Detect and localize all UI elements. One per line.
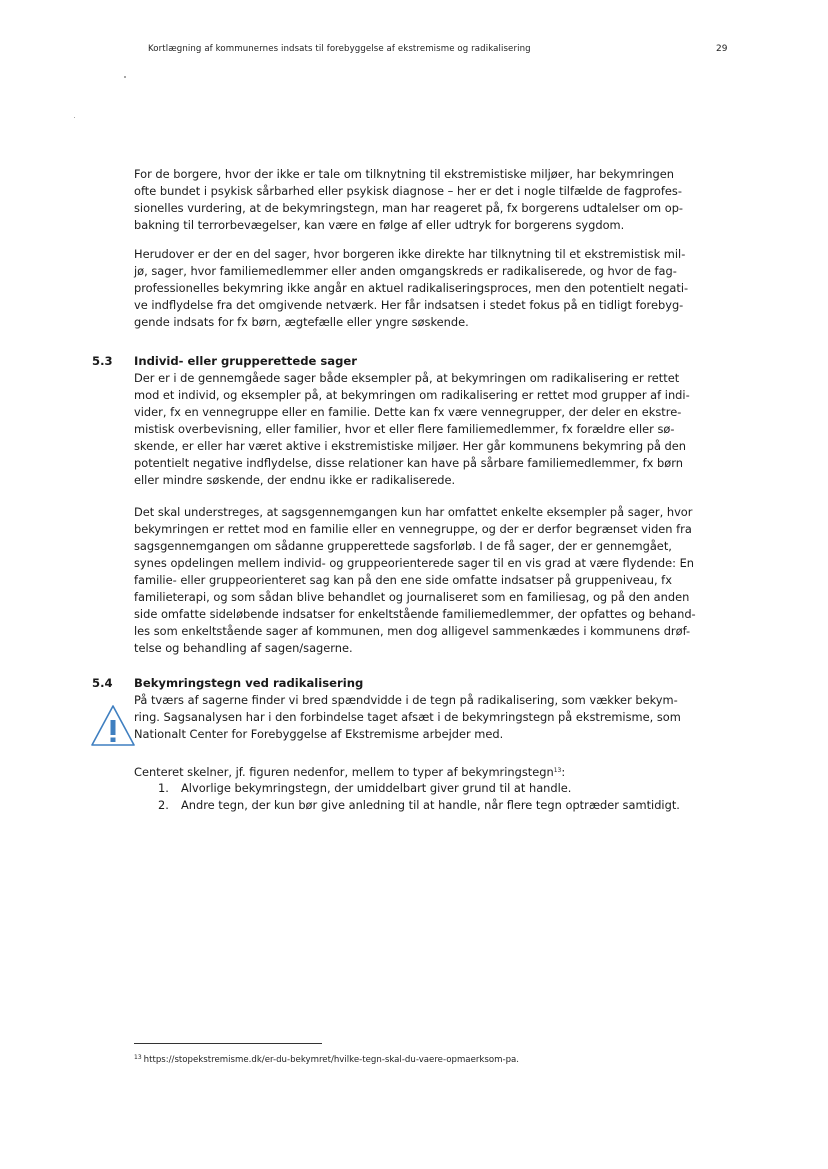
text-line: telse og behandling af sagen/sagerne. xyxy=(134,641,353,655)
text-line: mistisk overbevisning, eller familier, hvor et eller flere familiemedlemmer, fx forældre eller sø- xyxy=(134,422,675,436)
footnote-link[interactable]: https://stopekstremisme.dk/er-du-bekymret/hvilke-tegn-skal-du-vaere-opmaerksom-pa. xyxy=(143,1055,520,1065)
list-item: Alvorlige bekymringstegn, der umiddelbart giver grund til at handle. xyxy=(181,781,572,795)
section-number: 5.4 xyxy=(92,676,113,690)
running-header: Kortlægning af kommunernes indsats til forebyggelse af ekstremisme og radikalisering xyxy=(148,44,531,54)
text-line: bekymringen er rettet mod en familie eller en vennegruppe, og der er derfor begrænset viden fra xyxy=(134,522,692,536)
text-line: ring. Sagsanalysen har i den forbindelse taget afsæt i de bekymringstegn på ekstremisme, som xyxy=(134,710,681,724)
text-line: sagsgennemgangen om sådanne grupperettede sagsforløb. I de få sager, der er gennemgået, xyxy=(134,539,672,553)
text-line: jø, sager, hvor familiemedlemmer eller anden omgangskreds er radikaliserede, og hvor de fag- xyxy=(134,264,677,278)
footnote xyxy=(134,1054,519,1065)
text-line: ve indflydelse fra det omgivende netværk. Her får indsatsen i stedet fokus på en tidligt forebyg- xyxy=(134,298,684,312)
section-paragraph xyxy=(134,504,734,657)
intro-paragraph-2 xyxy=(134,246,734,331)
text-line: Nationalt Center for Forebyggelse af Ekstremisme arbejder med. xyxy=(134,727,504,741)
footnote-number: 13 xyxy=(134,1054,142,1061)
section-number: 5.3 xyxy=(92,354,113,368)
text-line: sionelles vurdering, at de bekymringstegn, man har reageret på, fx borgerens udtalelser om op- xyxy=(134,201,684,215)
list-intro-colon: : xyxy=(561,765,566,779)
list-intro-line xyxy=(134,762,734,779)
text-line: les som enkeltstående sager af kommunen, men dog alligevel sammenkædes i kommunens drøf- xyxy=(134,624,691,638)
scan-speck xyxy=(74,117,75,118)
text-line: familieterapi, og som sådan blive behandlet og journaliseret som en familiesag, og på den anden xyxy=(134,590,690,604)
text-line: bakning til terrorbevægelser, kan være en følge af eller udtryk for borgerens sygdom. xyxy=(134,218,625,232)
text-line: ofte bundet i psykisk sårbarhed eller psykisk diagnose – her er det i nogle tilfælde de fagprofes- xyxy=(134,184,682,198)
warning-triangle-icon xyxy=(90,703,136,747)
text-line: På tværs af sagerne finder vi bred spændvidde i de tegn på radikalisering, som vækker bekym- xyxy=(134,693,678,707)
text-line: For de borgere, hvor der ikke er tale om tilknytning til ekstremistiske miljøer, har bekymringen xyxy=(134,167,674,181)
section-heading: Bekymringstegn ved radikalisering xyxy=(134,676,364,690)
text-line: synes opdelingen mellem individ- og gruppeorienterede sager til en vis grad at være flydende: En xyxy=(134,556,695,570)
list-number: 2. xyxy=(158,798,169,812)
text-line: mod et individ, og eksempler på, at bekymringen om radikalisering er rettet mod grupper af indi- xyxy=(134,388,690,402)
text-line: familie- eller gruppeorienteret sag kan på den ene side omfatte indsatser på gruppeniveau, fx xyxy=(134,573,672,587)
page-number: 29 xyxy=(716,44,728,54)
text-line: Herudover er der en del sager, hvor borgeren ikke direkte har tilknytning til et ekstremistisk mil- xyxy=(134,247,686,261)
footnote-separator xyxy=(134,1043,322,1044)
section-paragraph xyxy=(134,692,734,743)
text-line: Det skal understreges, at sagsgennemgangen kun har omfattet enkelte eksempler på sager, hvor xyxy=(134,505,693,519)
text-line: gende indsats for fx børn, ægtefælle eller yngre søskende. xyxy=(134,315,469,329)
text-line: eller mindre søskende, der endnu ikke er radikaliserede. xyxy=(134,473,456,487)
text-line: potentielt negative indflydelse, disse relationer kan have på sårbare familiemedlemmer, fx børn xyxy=(134,456,683,470)
text-line: Der er i de gennemgåede sager både eksempler på, at bekymringen om radikalisering er rettet xyxy=(134,371,680,385)
list-item: Andre tegn, der kun bør give anledning til at handle, når flere tegn optræder samtidigt. xyxy=(181,798,680,812)
text-line: side omfatte sideløbende indsatser for enkeltstående familiemedlemmer, der opfattes og behand- xyxy=(134,607,696,621)
scan-speck xyxy=(124,76,126,78)
text-line: professionelles bekymring ikke angår en aktuel radikaliseringsproces, men den potentielt negati- xyxy=(134,281,689,295)
list-number: 1. xyxy=(158,781,169,795)
text-line: skende, er eller har været aktive i ekstremistiske miljøer. Her går kommunens bekymring på den xyxy=(134,439,687,453)
list-intro xyxy=(134,762,734,779)
list-intro-text: Centeret skelner, jf. figuren nedenfor, mellem to typer af bekymringstegn xyxy=(134,765,554,779)
text-line: vider, fx en vennegruppe eller en familie. Dette kan fx være vennegrupper, der deler en ekstre- xyxy=(134,405,682,419)
section-heading: Individ- eller grupperettede sager xyxy=(134,354,358,368)
section-paragraph xyxy=(134,370,734,489)
intro-paragraph-1 xyxy=(134,166,734,234)
footnote-ref: 13 xyxy=(553,767,562,774)
